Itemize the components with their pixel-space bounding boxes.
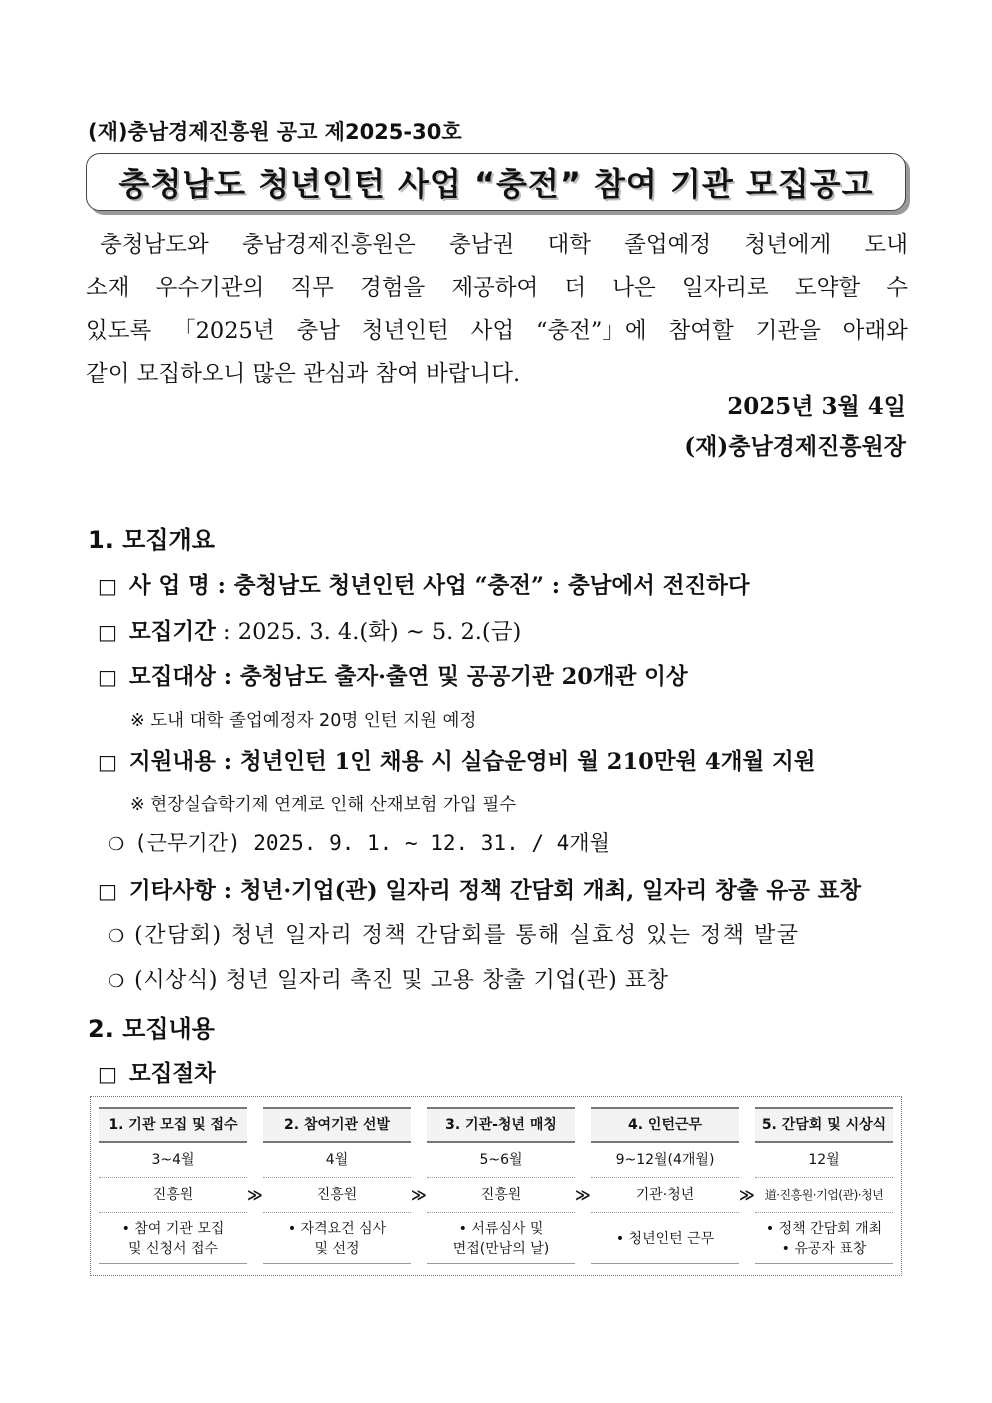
- checkbox-icon: □: [98, 620, 117, 644]
- stage-owner: 기관·청년: [591, 1178, 739, 1213]
- intro-word: 수: [886, 275, 908, 301]
- procedure-table: [90, 1096, 902, 1276]
- intro-word: 아래와: [842, 318, 908, 344]
- stage-head: 4. 인턴근무: [591, 1107, 739, 1143]
- overview-item-target: □ 모집대상 : 충청남도 출자·출연 및 공공기관 20개관 이상: [98, 664, 688, 690]
- work-period-text: (근무기간) 2025. 9. 1. ~ 12. 31. / 4개월: [134, 831, 610, 855]
- stage-period: 9~12월(4개월): [591, 1143, 739, 1178]
- overview-item-name: □ 사 업 명 : 충청남도 청년인턴 사업 “충전” : 충남에서 전진하다: [98, 573, 750, 599]
- intro-word: 제공하여: [451, 275, 539, 301]
- signatory: (재)충남경제진흥원장: [684, 433, 906, 460]
- page-title: 충청남도 청년인턴 사업 “충전” 참여 기관 모집공고: [118, 165, 874, 203]
- award-text: (시상식) 청년 일자리 촉진 및 고용 창출 기업(관) 표창: [134, 968, 669, 993]
- task-line: • 참여 기관 모집: [121, 1221, 225, 1237]
- intro-word: 있도록: [86, 318, 152, 344]
- item-label: 기타사항: [128, 878, 216, 904]
- intro-word: 졸업예정: [624, 232, 712, 258]
- item-label: 지원내용: [128, 749, 216, 775]
- arrow-icon: ≫: [575, 1186, 591, 1204]
- award-item: [108, 963, 669, 994]
- checkbox-icon: □: [98, 750, 117, 774]
- stage-owner: 진흥원: [263, 1178, 411, 1213]
- stage-head: 2. 참여기관 선발: [263, 1107, 411, 1143]
- task-line: • 유공자 표창: [781, 1241, 867, 1257]
- stage-4: [591, 1107, 739, 1264]
- item-label: 사 업 명: [128, 573, 210, 599]
- stage-3: [427, 1107, 575, 1264]
- intro-word: 소재: [86, 275, 130, 301]
- intro-word: 충남: [296, 318, 340, 344]
- stage-head: 5. 간담회 및 시상식: [755, 1107, 893, 1143]
- intro-line: 같이 모집하오니 많은 관심과 참여 바랍니다.: [86, 361, 521, 387]
- item-value: 청년·기업(관) 일자리 정책 간담회 개최, 일자리 창출 유공 표창: [239, 878, 862, 904]
- item-label: 모집대상: [128, 664, 216, 690]
- intro-word: 나은: [612, 275, 656, 301]
- stage-period: 5~6월: [427, 1143, 575, 1178]
- intro-word: 청년에게: [744, 232, 832, 258]
- intro-word: 대학: [547, 232, 591, 258]
- intro-word: 도약할: [794, 275, 861, 301]
- intro-word: 사업: [470, 318, 515, 344]
- checkbox-icon: □: [98, 1062, 117, 1086]
- stage-head: 3. 기관-청년 매칭: [427, 1107, 575, 1143]
- intro-word: 경험을: [359, 275, 426, 301]
- circle-bullet-icon: ❍: [108, 971, 125, 992]
- intro-word: 충남권: [449, 232, 515, 258]
- stage-2: [263, 1107, 411, 1264]
- intro-word: 우수기관의: [155, 275, 265, 301]
- circle-bullet-icon: ❍: [108, 834, 125, 855]
- intro-word: “충전”」에: [535, 318, 647, 344]
- checkbox-icon: □: [98, 665, 117, 689]
- item-label: 모집기간: [128, 619, 216, 645]
- title-box: [86, 153, 906, 211]
- intro-line: [86, 267, 908, 310]
- intro-word: 일자리로: [681, 275, 769, 301]
- note-support: ※ 현장실습학기제 연계로 인해 산재보험 가입 필수: [130, 795, 517, 815]
- stage-tasks: [99, 1213, 247, 1264]
- task-line: • 서류심사 및: [458, 1221, 544, 1237]
- arrow-icon: ≫: [739, 1186, 755, 1204]
- stage-5: [755, 1107, 893, 1264]
- overview-item-other: □ 기타사항 : 청년·기업(관) 일자리 정책 간담회 개최, 일자리 창출 유공 표창: [98, 878, 862, 904]
- stage-tasks: [591, 1213, 739, 1264]
- intro-line: [86, 310, 908, 353]
- notice-date: 2025년 3월 4일: [727, 393, 906, 420]
- meeting-item: [108, 918, 800, 949]
- arrow-icon: ≫: [247, 1186, 263, 1204]
- stage-1: [99, 1107, 247, 1264]
- stage-period: 12월: [755, 1143, 893, 1178]
- checkbox-icon: □: [98, 574, 117, 598]
- overview-item-period: □ 모집기간 : 2025. 3. 4.(화) ~ 5. 2.(금): [98, 619, 522, 645]
- arrow-icon: ≫: [411, 1186, 427, 1204]
- intro-line: [86, 224, 908, 267]
- task-line: • 정책 간담회 개최: [765, 1221, 883, 1237]
- checkbox-icon: □: [98, 879, 117, 903]
- circle-bullet-icon: ❍: [108, 926, 125, 947]
- task-line: • 자격요건 심사: [287, 1221, 387, 1237]
- work-period: [108, 827, 610, 857]
- intro-word: 「2025년: [173, 318, 275, 344]
- intro-word: 청년인턴: [361, 318, 449, 344]
- stage-period: 3~4월: [99, 1143, 247, 1178]
- item-value: 청년인턴 1인 채용 시 실습운영비 월 210만원 4개월 지원: [239, 749, 816, 775]
- stage-owner: 진흥원: [427, 1178, 575, 1213]
- procedure-subheading: [98, 1056, 216, 1088]
- stage-tasks: [263, 1213, 411, 1264]
- intro-word: 직무: [290, 275, 334, 301]
- intro-word: 참여할: [668, 318, 734, 344]
- section2-heading: 2. 모집내용: [88, 1015, 215, 1043]
- intro-paragraph: [86, 224, 908, 396]
- stage-period: 4월: [263, 1143, 411, 1178]
- task-line: 및 선정: [314, 1241, 360, 1257]
- meeting-text: (간담회) 청년 일자리 정책 간담회를 통해 실효성 있는 정책 발굴: [134, 923, 800, 948]
- stage-tasks: [755, 1213, 893, 1264]
- stage-tasks: [427, 1213, 575, 1264]
- intro-word: 충남경제진흥원은: [241, 232, 416, 258]
- task-line: • 청년인턴 근무: [615, 1231, 715, 1247]
- task-line: 면접(만남의 날): [452, 1241, 550, 1257]
- note-target: ※ 도내 대학 졸업예정자 20명 인턴 지원 예정: [130, 711, 477, 731]
- intro-word: 충청남도와: [100, 232, 209, 258]
- item-value: 2025. 3. 4.(화) ~ 5. 2.(금): [237, 619, 522, 645]
- intro-word: 도내: [864, 232, 908, 258]
- notice-number: (재)충남경제진흥원 공고 제2025-30호: [88, 120, 462, 144]
- item-value: 충청남도 출자·출연 및 공공기관 20개관 이상: [239, 664, 688, 690]
- stage-owner: 진흥원: [99, 1178, 247, 1213]
- stage-head: 1. 기관 모집 및 접수: [99, 1107, 247, 1143]
- overview-item-support: □ 지원내용 : 청년인턴 1인 채용 시 실습운영비 월 210만원 4개월 지원: [98, 749, 816, 775]
- section1-heading: 1. 모집개요: [88, 526, 215, 554]
- item-value: 충청남도 청년인턴 사업 “충전” : 충남에서 전진하다: [233, 573, 750, 599]
- intro-word: 더: [564, 275, 587, 301]
- subheading-text: 모집절차: [128, 1061, 216, 1087]
- task-line: 및 신청서 접수: [127, 1241, 219, 1257]
- stage-owner: 道·진흥원·기업(관)·청년: [755, 1178, 893, 1213]
- intro-word: 기관을: [755, 318, 821, 344]
